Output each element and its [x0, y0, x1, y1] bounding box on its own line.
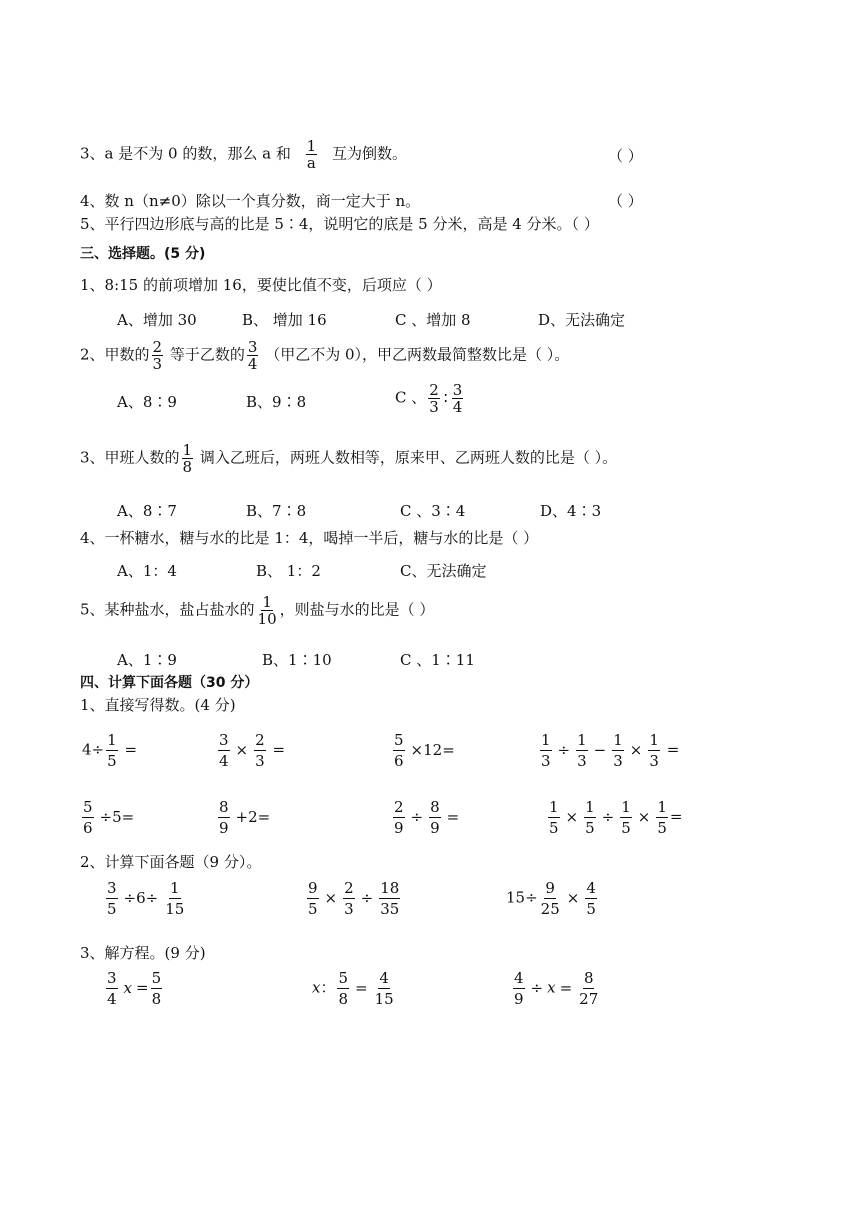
fraction-num: 5 [394, 731, 404, 749]
fraction-den: 5 [308, 900, 318, 918]
fraction [612, 730, 624, 771]
fraction [152, 339, 164, 372]
choice-q4-stem: 4、一杯糖水，糖与水的比是 1：4，喝掉一半后，糖与水的比是（ ） [80, 529, 539, 547]
fraction-num: 1 [306, 137, 317, 155]
fraction [452, 382, 464, 415]
operator: ÷ [360, 888, 374, 907]
calc-r4-b [312, 968, 397, 1009]
fraction-num: 1 [182, 441, 193, 459]
fraction-num: 1 [170, 879, 180, 897]
fraction-num: 3 [452, 381, 463, 399]
fraction-den: 3 [577, 752, 587, 770]
choice-q4-opt-c[interactable]: C、无法确定 [400, 562, 487, 580]
fraction-den: 35 [380, 900, 400, 918]
choice-q2-opt-a[interactable]: A、8∶9 [117, 393, 177, 411]
fraction [218, 730, 230, 771]
fraction-num: 1 [541, 731, 551, 749]
fraction-den: 5 [657, 819, 667, 837]
calc-r1-c [391, 730, 459, 771]
fraction [151, 968, 163, 1009]
calc-r3-b [305, 878, 402, 919]
fraction-den: 4 [247, 355, 258, 373]
operator: ÷ [410, 807, 424, 826]
fraction-num: 4 [586, 879, 596, 897]
operator: = [136, 978, 149, 997]
fraction-den: 5 [107, 752, 117, 770]
fraction [584, 797, 596, 838]
fraction-num: 3 [107, 879, 117, 897]
fraction-den: 3 [255, 752, 265, 770]
calc-r2-b [216, 797, 274, 838]
operator: ÷ [557, 740, 571, 759]
fraction-den: 9 [430, 819, 440, 837]
fraction-num: 9 [308, 879, 318, 897]
choice-q3-opt-c[interactable]: C 、3∶4 [400, 502, 466, 520]
choice-q2-pre: 2、甲数的 [80, 345, 150, 364]
calc-r2-a [80, 797, 138, 838]
fraction [585, 878, 597, 919]
fraction-num: 2 [394, 798, 404, 816]
fraction-den: 3 [152, 355, 163, 373]
expr-text: ×12= [410, 740, 455, 759]
judge-q5: 5、平行四边形底与高的比是 5∶4，说明它的底是 5 分米，高是 4 分米。（ ） [80, 215, 599, 233]
variable: x [547, 978, 556, 997]
fraction [306, 138, 318, 171]
fraction [164, 878, 185, 919]
choice-q1-opt-b[interactable]: B、 增加 16 [242, 311, 327, 329]
calc-s3-title: 3、解方程。(9 分) [80, 944, 206, 962]
fraction-num: 1 [107, 731, 117, 749]
calc-s2-title: 2、计算下面各题（9 分）。 [80, 853, 262, 871]
expr-text: ÷6÷ [123, 888, 159, 907]
expr-text: 4÷ [82, 740, 105, 759]
choice-q2-opt-b[interactable]: B、9∶8 [246, 393, 307, 411]
choice-q2-opt-c[interactable] [395, 382, 465, 415]
operator: = [355, 978, 368, 997]
fraction-den: 5 [107, 900, 117, 918]
operator: × [235, 740, 249, 759]
fraction-den: 3 [649, 752, 659, 770]
fraction-den: 3 [429, 398, 439, 416]
fraction-num: 1 [649, 731, 659, 749]
judge-q3-answer[interactable]: （ ） [608, 147, 643, 165]
choice-q5-opt-c[interactable]: C 、1∶11 [400, 651, 475, 669]
fraction-den: 10 [257, 610, 277, 628]
operator: ÷ [530, 978, 544, 997]
choice-q4-opt-b[interactable]: B、 1：2 [256, 562, 321, 580]
fraction-num: 5 [338, 969, 349, 987]
fraction [106, 730, 118, 771]
fraction-den: 4 [219, 752, 229, 770]
fraction-num: 1 [549, 798, 559, 816]
choice-q3-post: 调入乙班后，两班人数相等，原来甲、乙两班人数的比是（ ）。 [195, 448, 618, 467]
choice-q3-opt-b[interactable]: B、7∶8 [246, 502, 307, 520]
choice-q5-opt-b[interactable]: B、1∶10 [262, 651, 332, 669]
judge-q3-post: 互为倒数。 [331, 144, 407, 163]
fraction-den: 25 [540, 900, 560, 918]
fraction [393, 797, 405, 838]
fraction [218, 797, 230, 838]
fraction [578, 968, 599, 1009]
choice-q3-stem [80, 442, 617, 475]
operator: × [324, 888, 338, 907]
fraction-den: 3 [344, 900, 354, 918]
judge-q3-pre: 3、a 是不为 0 的数，那么 a 和 [80, 144, 291, 163]
fraction-den: 4 [107, 990, 117, 1008]
fraction-den: 5 [585, 819, 595, 837]
choice-q5-post: ，则盐与水的比是（ ） [279, 600, 435, 619]
fraction [540, 878, 561, 919]
fraction [307, 878, 319, 919]
fraction-den: 8 [338, 990, 349, 1008]
fraction-num: 9 [545, 879, 555, 897]
fraction-num: 1 [262, 593, 272, 611]
fraction-num: 3 [247, 338, 258, 356]
ratio-sep: ∶ [443, 388, 448, 407]
operator: = [559, 978, 573, 997]
expr-text: = [267, 740, 286, 759]
fraction-num: 1 [657, 798, 667, 816]
ratio-sep: ： [320, 978, 336, 997]
fraction-den: 5 [621, 819, 631, 837]
fraction-den: 15 [165, 900, 185, 918]
fraction [106, 878, 118, 919]
choice-q5-opt-a[interactable]: A、1∶9 [117, 651, 177, 669]
fraction-den: 3 [613, 752, 623, 770]
fraction [620, 797, 632, 838]
expr-text: = [669, 807, 683, 826]
fraction-den: 6 [394, 752, 404, 770]
variable: x [123, 978, 133, 997]
fraction-num: 2 [255, 731, 265, 749]
fraction [429, 797, 441, 838]
expr-text: = [446, 807, 460, 826]
calc-r1-d [538, 730, 679, 771]
fraction [82, 797, 94, 838]
fraction [393, 730, 405, 771]
calc-r2-c [391, 797, 463, 838]
fraction-den: 8 [182, 458, 193, 476]
fraction-num: 1 [585, 798, 595, 816]
fraction-num: 1 [621, 798, 631, 816]
calc-r1-b [216, 730, 285, 771]
fraction-num: 2 [344, 879, 354, 897]
judge-q3 [80, 138, 407, 171]
fraction [374, 968, 395, 1009]
choice-q3-pre: 3、甲班人数的 [80, 448, 180, 467]
expr-text: = [661, 740, 680, 759]
choice-q4-opt-a[interactable]: A、1：4 [117, 562, 177, 580]
fraction-num: 3 [107, 969, 117, 987]
choice-q2-stem [80, 339, 569, 372]
fraction-num: 1 [577, 731, 587, 749]
choice-q1-opt-c[interactable]: C 、增加 8 [395, 311, 471, 329]
choice-q1-opt-a[interactable]: A、增加 30 [117, 311, 197, 329]
fraction [576, 730, 588, 771]
operator: × [637, 807, 651, 826]
option-c-label: C 、 [395, 388, 427, 407]
fraction [343, 878, 355, 919]
fraction [648, 730, 660, 771]
fraction-num: 4 [514, 969, 524, 987]
fraction-num: 2 [152, 338, 163, 356]
operator: × [565, 807, 579, 826]
expr-text: 15÷ [506, 888, 538, 907]
variable: x [312, 978, 321, 997]
fraction [548, 797, 560, 838]
fraction-den: 9 [394, 819, 404, 837]
choice-q1-opt-d[interactable]: D、无法确定 [538, 311, 626, 329]
fraction-num: 3 [219, 731, 229, 749]
fraction-den: 3 [541, 752, 551, 770]
fraction [428, 382, 440, 415]
calc-r2-d [546, 797, 683, 838]
section-calc-heading: 四、计算下面各题（30 分） [80, 675, 259, 691]
fraction [379, 878, 400, 919]
fraction [106, 968, 118, 1009]
calc-r1-a [82, 730, 137, 771]
choice-q1-stem: 1、8:15 的前项增加 16，要使比值不变，后项应（ ） [80, 276, 442, 294]
fraction-num: 8 [430, 798, 440, 816]
fraction-den: a [306, 154, 316, 172]
calc-s1-title: 1、直接写得数。(4 分) [80, 696, 236, 714]
fraction [247, 339, 259, 372]
calc-r4-c [511, 968, 601, 1009]
fraction-num: 8 [219, 798, 229, 816]
fraction-num: 5 [151, 969, 162, 987]
operator: ÷ [601, 807, 615, 826]
fraction [337, 968, 349, 1009]
choice-q3-opt-a[interactable]: A、8∶7 [117, 502, 177, 520]
judge-q4-answer[interactable]: （ ） [608, 192, 643, 210]
fraction [182, 442, 194, 475]
fraction-den: 9 [514, 990, 524, 1008]
fraction-num: 1 [613, 731, 623, 749]
fraction [540, 730, 552, 771]
fraction [254, 730, 266, 771]
fraction-den: 8 [151, 990, 162, 1008]
expr-text: +2= [235, 807, 271, 826]
fraction [513, 968, 525, 1009]
choice-q3-opt-d[interactable]: D、4∶3 [540, 502, 602, 520]
choice-q5-stem [80, 594, 434, 627]
fraction-num: 4 [379, 969, 389, 987]
fraction-den: 5 [549, 819, 559, 837]
fraction-den: 5 [586, 900, 596, 918]
operator: − [593, 740, 607, 759]
fraction-num: 5 [83, 798, 93, 816]
operator: × [566, 888, 580, 907]
calc-r3-c [506, 878, 599, 919]
operator: × [629, 740, 643, 759]
calc-r4-a [104, 968, 164, 1009]
choice-q2-mid: 等于乙数的 [165, 345, 245, 364]
fraction-num: 2 [429, 381, 439, 399]
fraction-den: 4 [452, 398, 463, 416]
fraction-den: 9 [219, 819, 229, 837]
fraction-den: 27 [579, 990, 599, 1008]
section-choice-heading: 三、选择题。(5 分) [80, 246, 206, 262]
fraction-num: 18 [380, 879, 400, 897]
choice-q5-pre: 5、某种盐水，盐占盐水的 [80, 600, 255, 619]
fraction [656, 797, 668, 838]
fraction-den: 15 [374, 990, 394, 1008]
judge-q4: 4、数 n（n≠0）除以一个真分数，商一定大于 n。 [80, 192, 421, 210]
fraction-num: 8 [583, 969, 594, 987]
choice-q2-post: （甲乙不为 0），甲乙两数最简整数比是（ ）。 [260, 345, 570, 364]
calc-r3-a [104, 878, 187, 919]
expr-text: = [119, 740, 138, 759]
fraction-den: 6 [83, 819, 93, 837]
fraction [257, 594, 278, 627]
expr-text: ÷5= [99, 807, 135, 826]
